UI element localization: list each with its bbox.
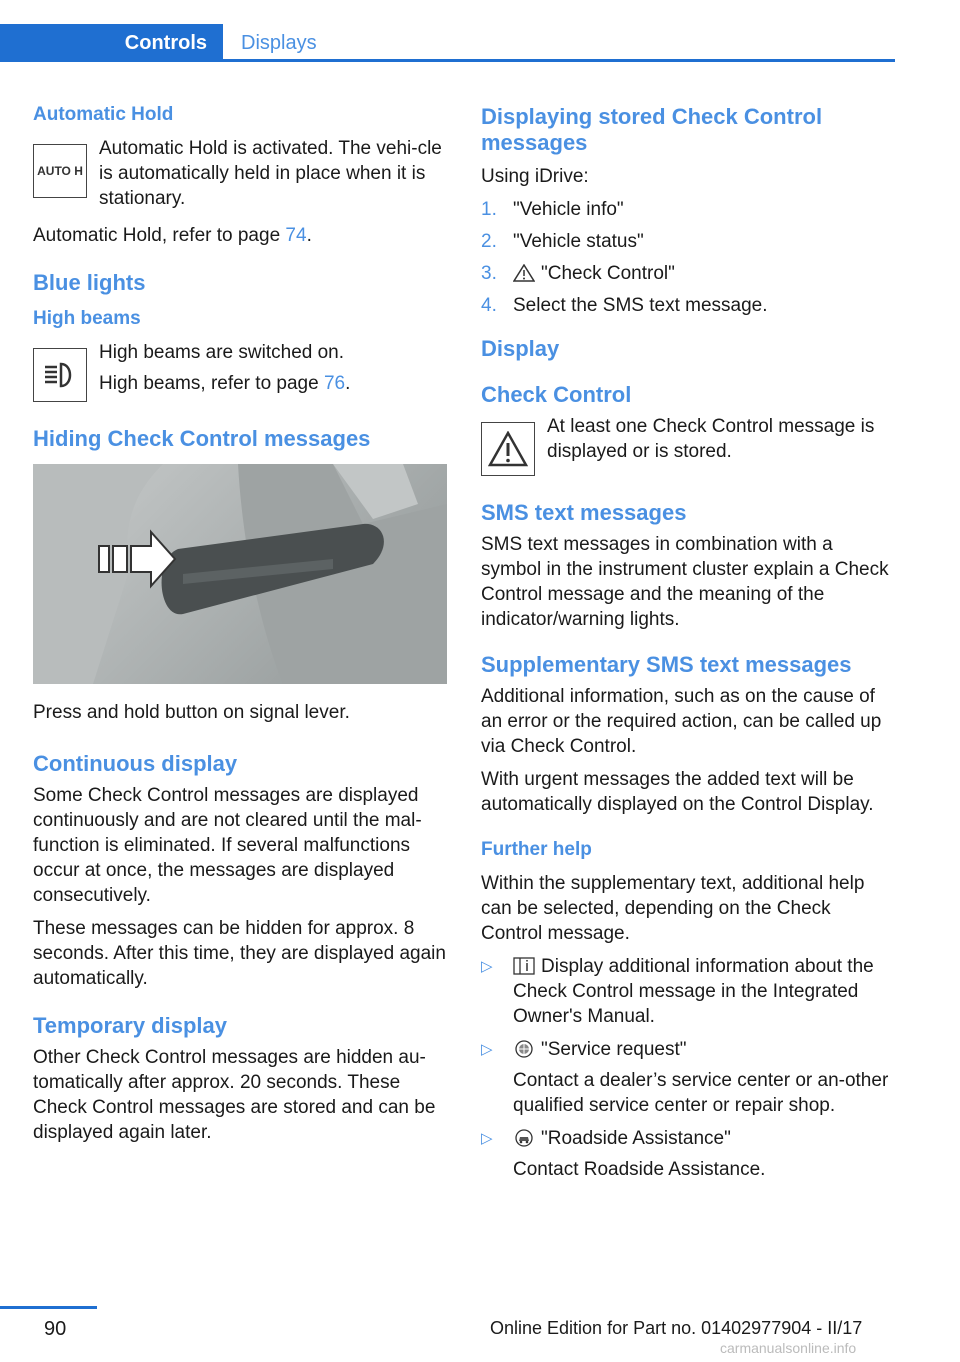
stored-steps — [481, 197, 896, 318]
step-3-text: "Check Control" — [541, 263, 675, 284]
edition-note: Online Edition for Part no. 01402977904 - II/17 — [490, 1318, 863, 1338]
display-heading: Display — [481, 336, 560, 361]
auto-hold-ref — [33, 223, 447, 248]
further-help-item-manual — [481, 954, 896, 1029]
further-help-item-service — [481, 1037, 896, 1118]
service-request-icon — [513, 1040, 535, 1058]
roadside-assistance-icon — [513, 1129, 535, 1147]
hiding-heading: Hiding Check Control messages — [33, 426, 371, 451]
check-control-desc: At least one Check Control message is displayed or is stored. — [547, 416, 875, 462]
step-3 — [481, 261, 896, 286]
step-4-text: Select the SMS text message. — [513, 295, 768, 316]
manual-icon — [513, 957, 535, 975]
roadside-item-sub: Contact Roadside Assistance. — [513, 1159, 766, 1180]
step-1 — [481, 197, 896, 222]
further-help-item-roadside — [481, 1126, 896, 1182]
bullet-triangle-icon: ▷ — [481, 958, 493, 975]
supplementary-heading: Supplementary SMS text messages — [481, 652, 852, 677]
high-beams-ref-end: . — [345, 373, 351, 394]
right-column — [481, 100, 896, 1190]
stored-intro: Using iDrive: — [481, 166, 589, 187]
continuous-heading: Continuous display — [33, 751, 238, 776]
step-2-text: "Vehicle status" — [513, 231, 644, 252]
manual-item-text: Display additional information about the Check Control message in the Integrated Owner's Manual. — [513, 956, 874, 1027]
auto-hold-page-link[interactable]: 74 — [285, 225, 307, 246]
temporary-p1: Other Check Control messages are hidden au-tomatically after approx. 20 seconds. These Check Control messages are stored and can be displayed again later. — [33, 1047, 436, 1143]
supplementary-p1: Additional information, such as on the cause of an error or the required action, can be called up via Check Control. — [481, 686, 882, 757]
tab-controls[interactable]: Controls — [0, 24, 223, 62]
bullet-triangle-icon: ▷ — [481, 1130, 493, 1147]
auto-hold-icon-text: AUTO H — [37, 164, 83, 178]
auto-hold-desc: Automatic Hold is activated. The vehi-cle is automatically held in place when it is stationary. — [99, 138, 442, 209]
left-column — [33, 100, 447, 1153]
step-1-num: 1. — [481, 199, 497, 220]
auto-hold-heading: Automatic Hold — [33, 104, 174, 125]
step-1-text: "Vehicle info" — [513, 199, 624, 220]
high-beams-page-link[interactable]: 76 — [323, 373, 346, 394]
high-beams-row — [33, 340, 447, 402]
supplementary-p2: With urgent messages the added text will be automatically displayed on the Control Display. — [481, 769, 874, 815]
further-help-p1: Within the supplementary text, additional help can be selected, depending on the Check Control message. — [481, 873, 865, 944]
header-tabs — [0, 24, 895, 62]
high-beam-icon — [33, 348, 87, 402]
page-number: 90 — [44, 1318, 67, 1340]
step-4-num: 4. — [481, 295, 497, 316]
blue-lights-heading: Blue lights — [33, 270, 146, 295]
high-beams-heading: High beams — [33, 308, 141, 329]
tab-displays[interactable]: Displays — [241, 31, 317, 54]
stored-heading: Displaying stored Check Control messages — [481, 104, 823, 155]
bullet-triangle-icon: ▷ — [481, 1041, 493, 1058]
auto-hold-ref-end: . — [306, 225, 312, 246]
header-rule — [223, 59, 895, 62]
service-item-text: "Service request" — [541, 1039, 687, 1060]
step-2 — [481, 229, 896, 254]
check-control-icon — [481, 422, 535, 476]
continuous-p1: Some Check Control messages are displayed continuously and are not cleared until the mal-function is eliminated. If several malfunctions occur at once, the messages are displayed consecutively. — [33, 785, 422, 906]
sms-p1: SMS text messages in combination with a symbol in the instrument cluster explain a Check Control message and the meaning of the indicator/warning lights. — [481, 534, 889, 630]
temporary-heading: Temporary display — [33, 1013, 227, 1038]
warning-triangle-icon — [513, 264, 535, 282]
high-beams-ref-text: High beams, refer to page — [99, 373, 324, 394]
check-control-heading: Check Control — [481, 382, 632, 407]
auto-hold-row — [33, 136, 447, 217]
check-control-row — [481, 414, 896, 476]
auto-hold-ref-text: Automatic Hold, refer to page — [33, 225, 286, 246]
hiding-caption: Press and hold button on signal lever. — [33, 702, 350, 723]
high-beams-desc: High beams are switched on. — [99, 342, 345, 363]
high-beams-ref — [99, 371, 447, 396]
roadside-item-text: "Roadside Assistance" — [541, 1128, 731, 1149]
service-item-sub: Contact a dealer’s service center or an-other qualified service center or repair shop. — [513, 1070, 889, 1116]
further-help-list — [481, 954, 896, 1182]
step-2-num: 2. — [481, 231, 497, 252]
step-4 — [481, 293, 896, 318]
signal-lever-photo — [33, 464, 447, 684]
sms-heading: SMS text messages — [481, 500, 687, 525]
continuous-p2: These messages can be hidden for approx. 8 seconds. After this time, they are displayed again automatically. — [33, 918, 446, 989]
step-3-num: 3. — [481, 263, 497, 284]
auto-hold-icon — [33, 144, 87, 198]
footer-rule — [0, 1306, 97, 1309]
watermark: carmanualsonline.info — [720, 1340, 857, 1356]
further-help-heading: Further help — [481, 839, 592, 860]
